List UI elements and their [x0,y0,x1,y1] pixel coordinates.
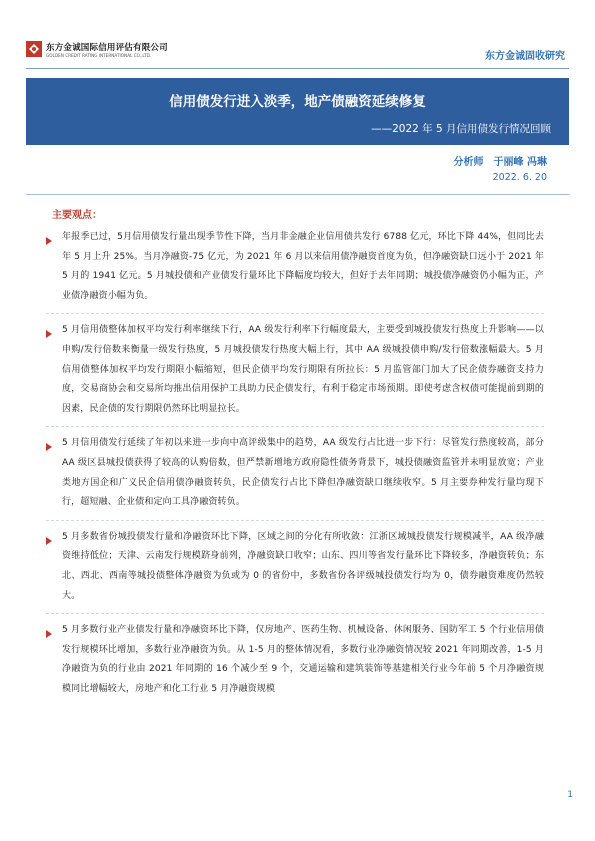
section-heading: 主要观点： [52,210,102,221]
bullet-arrow-icon [46,237,52,245]
meta-divider [26,194,569,195]
report-date: 2022. 6. 20 [492,172,547,183]
bullet-arrow-icon [46,630,52,638]
company-logo [26,40,246,64]
bullet-arrow-icon [46,443,52,451]
bullet-text: 5 月多数行业产业债发行量和净融资环比下降，仅房地产、医药生物、机械设备、休闲服务、国防军工 5 个行业信用债发行规模环比增加，多数行业净融资为负。从 1-5 月的整体情况看，多数行业净融资情况较 2021 年同期改善，1-5 月净融资为负的行业由 2021 年同期的 16 个减少至 9 个，交通运输和建筑装饰等基建相关行业今年前 5 个月净融资规模同比增幅较大，房地产和化工行业 5 月净融资规模 [62,625,544,694]
list-item [46,621,544,706]
report-subtitle: ——2022 年 5 月信用债发行情况回顾 [371,123,551,135]
bullet-arrow-icon [46,330,52,338]
report-meta [26,147,569,189]
key-points-list [46,228,544,713]
bullet-arrow-icon [46,537,52,545]
list-item [46,228,544,314]
bullet-text: 5 月信用债整体加权平均发行利率继续下行，AA 级发行利率下行幅度最大，主要受到城投债发行热度上升影响——以申购/发行倍数来衡量一级发行热度，5 月城投债发行热度大幅上行，其中 AA 级城投债申购/发行倍数涨幅最大。5 月信用债整体加权平均发行期限小幅缩短，但民企债平均发行期限有所拉长：5 月监管部门加大了民企债券融资支持力度，交易商协会和交易所均推出信用保护工具助力民企债发行，有利于稳定市场预期。即使考虑含权债可能提前到期的因素，民企债的发行期限仍然环比明显拉长。 [62,325,544,414]
bullet-text: 年报季已过，5月信用债发行量出现季节性下降，当月非金融企业信用债共发行 6788 亿元，环比下降 44%，但同比去年 5 月上升 25%。当月净融资-75 亿元，为 2021 年 6 月以来信用债净融资首度为负，但净融资缺口远小于 2021 年 5 月的 1941 亿元。5 月城投债和产业债发行量环比下降幅度均较大，但好于去年同期；城投债净融资仍小幅为正，产业债净融资小幅为负。 [62,232,544,301]
logo-company-name: 东方金诚国际信用评估有限公司 [46,43,168,53]
logo-company-name-en: GOLDEN CREDIT RATING INTERNATIONAL CO.,LTD. [46,53,152,58]
report-title: 信用债发行进入淡季，地产债融资延续修复 [169,94,426,110]
analyst-names: 分析师 于丽峰 冯琳 [453,157,547,168]
list-item [46,434,544,520]
logo-mark-icon [26,41,42,57]
title-banner [26,78,569,145]
bullet-text: 5 月信用债发行延续了年初以来进一步向中高评级集中的趋势，AA 级发行占比进一步下行：尽管发行热度较高，部分 AA 级区县城投债获得了较高的认购倍数，但严禁新增地方政府隐性债务背景下，城投债融资监管并未明显放宽；产业类地方国企和广义民企信用债净融资转负，民企债发行占比下降但净融资缺口继续收窄。5 月主要券种发行量均现下行，超短融、企业债和定向工具净融资转负。 [62,438,544,508]
page-number: 1 [567,790,573,800]
brand-label: 东方金诚固收研究 [485,51,565,62]
list-item [46,528,544,614]
list-item [46,321,544,427]
bullet-text: 5 月多数省份城投债发行量和净融资环比下降，区域之间的分化有所收敛：江浙区域城投债发行规模减半，AA 级净融资维持低位；天津、云南发行规模跻身前列，净融资缺口收窄；山东、四川等省发行量环比下降较多，净融资转负；东北、西北、西南等城投债整体净融资为负或为 0 的省份中，多数省份各评级城投债发行均为 0，债券融资难度仍然较大。 [62,531,544,601]
header-divider [26,68,569,69]
